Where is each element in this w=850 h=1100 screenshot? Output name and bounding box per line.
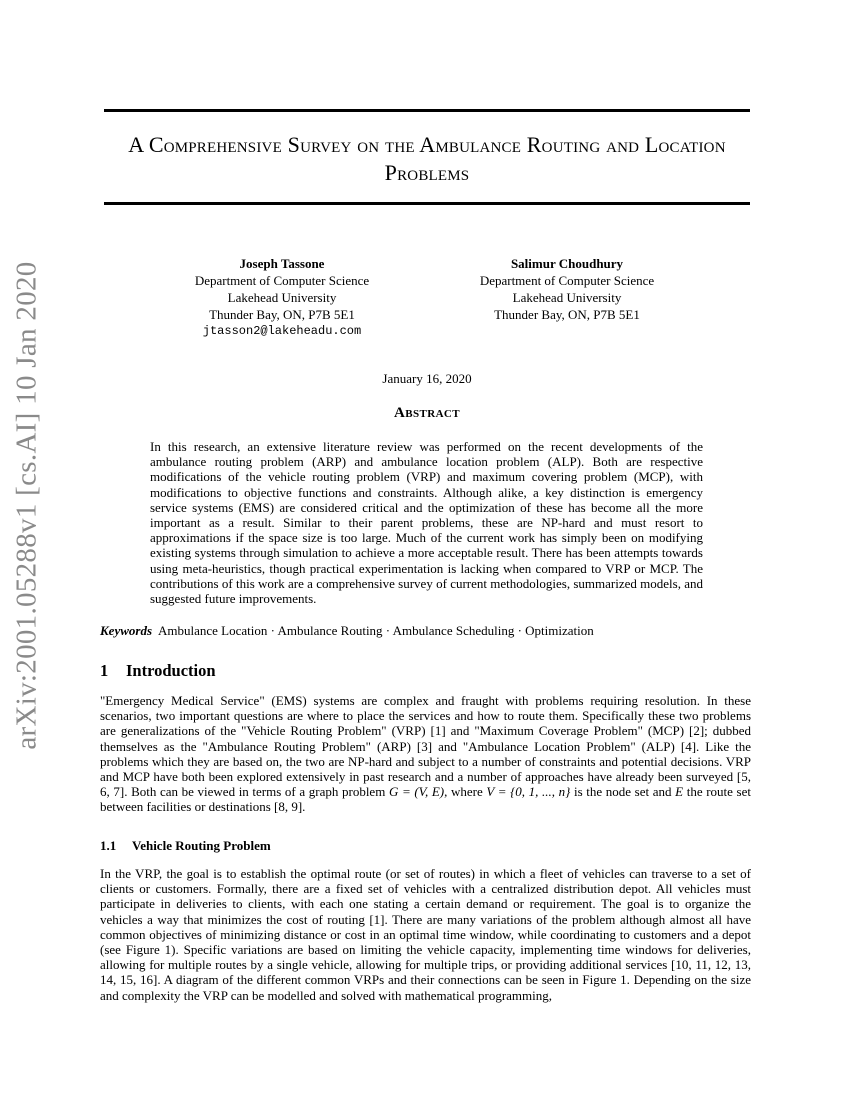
keywords-line xyxy=(100,623,760,639)
author-address: Thunder Bay, ON, P7B 5E1 xyxy=(494,307,640,322)
intro-text-part4: the route set between facilities or destinations [8, 9]. xyxy=(100,784,751,815)
section-heading-introduction xyxy=(100,661,216,681)
arxiv-identifier: arXiv:2001.05288v1 [cs.AI] 10 Jan 2020 xyxy=(10,260,43,750)
subsection-title: Vehicle Routing Problem xyxy=(132,838,271,853)
title-rule-bottom xyxy=(104,202,750,205)
subsection-heading-vrp xyxy=(100,838,271,854)
arxiv-side-stamp xyxy=(2,260,52,750)
section-number: 1 xyxy=(100,661,109,680)
introduction-paragraph xyxy=(100,693,751,815)
author-department: Department of Computer Science xyxy=(194,273,370,288)
math-vertex-set: V = {0, 1, ..., n} xyxy=(486,784,571,800)
keywords-text: Ambulance Location · Ambulance Routing · Ambulance Scheduling · Optimization xyxy=(158,623,594,638)
author-name: Salimur Choudhury xyxy=(510,256,624,271)
author-address: Thunder Bay, ON, P7B 5E1 xyxy=(209,307,355,322)
author-name: Joseph Tassone xyxy=(239,256,325,271)
intro-text-part1: "Emergency Medical Service" (EMS) systems are complex and fraught with problems requiring resolution. In these scenarios, two important questions are where to place the services and how to route them. Specifically these two problems are generalizations of the "Vehicle Routing Problem" (VRP) [1] and "Maximum Coverage Problem" (MCP) [2]; dubbed themselves as the "Ambulance Routing Problem" (ARP) [3] and "Ambulance Location Problem" (ALP) [4]. Like the problems which they are based on, the two are NP-hard and subject to a number of constraints and potential decisions. VRP and MCP have both been explored extensively in past research and a number of approaches have already been surveyed [5, 6, 7]. Both can be viewed in terms of a graph problem xyxy=(100,693,751,800)
math-graph-definition: G = (V, E) xyxy=(388,784,445,800)
paper-title: A Comprehensive Survey on the Ambulance Routing and Location Problems xyxy=(128,132,726,185)
keywords-label: Keywords xyxy=(100,623,152,638)
author-block-2 xyxy=(437,255,697,323)
author-university: Lakehead University xyxy=(227,290,337,305)
author-department: Department of Computer Science xyxy=(479,273,655,288)
vrp-paragraph: In the VRP, the goal is to establish the optimal route (or set of routes) in which a fleet of vehicles can traverse to a set of clients or customers. Formally, there are a fixed set of vehicles with a centralized distribution depot. All vehicles must participate in deliveries to clients, with each one stating a certain demand or requirement. The goal is to organize the vehicles a way that minimizes the cost of routing [1]. There are many variations of the problem although almost all have common objectives of minimizing distance or cost in an optimal time window, while coordinating to customers and a depot (see Figure 1). Specific variations are based on limiting the vehicle capacity, implementing time windows for deliveries, allowing for multiple routes by a single vehicle, allowing for multiple trips, or providing additional services [10, 11, 12, 13, 14, 15, 16]. A diagram of the different common VRPs and their connections can be seen in Figure 1. Depending on the size and complexity the VRP can be modelled and solved with mathematical programming, xyxy=(100,866,751,1003)
author-email[interactable]: jtasson2@lakeheadu.com xyxy=(202,324,362,338)
author-university: Lakehead University xyxy=(512,290,622,305)
abstract-text: In this research, an extensive literature review was performed on the recent developments of the ambulance routing problem (ARP) and ambulance location problem (ALP). Both are respective modifications of the vehicle routing problem (VRP) and maximum covering problem (MCP), with modifications to objective functions and constraints. Although alike, a key distinction is emergency service systems (EMS) are considered critical and the optimization of these has become all the more important as a result. Similar to their parent problems, these are NP-hard and must resort to approximations if the space size is too large. Much of the current work has simply been on modifying existing systems through simulation to achieve a more acceptable result. There has been attempts towards using meta-heuristics, though practical experimentation is lacking when compared to VRP or MCP. The contributions of this work are a comprehensive survey of current methodologies, summarized models, and suggested future improvements. xyxy=(150,439,703,607)
paper-date: January 16, 2020 xyxy=(382,371,472,386)
intro-text-part2: , where xyxy=(444,784,487,800)
subsection-number: 1.1 xyxy=(100,838,117,853)
intro-text-part3: is the node set and xyxy=(570,784,676,800)
math-edge-set: E xyxy=(675,784,684,800)
abstract-heading: Abstract xyxy=(394,405,460,421)
author-block-1 xyxy=(152,255,412,340)
title-rule-top xyxy=(104,109,750,112)
section-title: Introduction xyxy=(126,661,216,680)
